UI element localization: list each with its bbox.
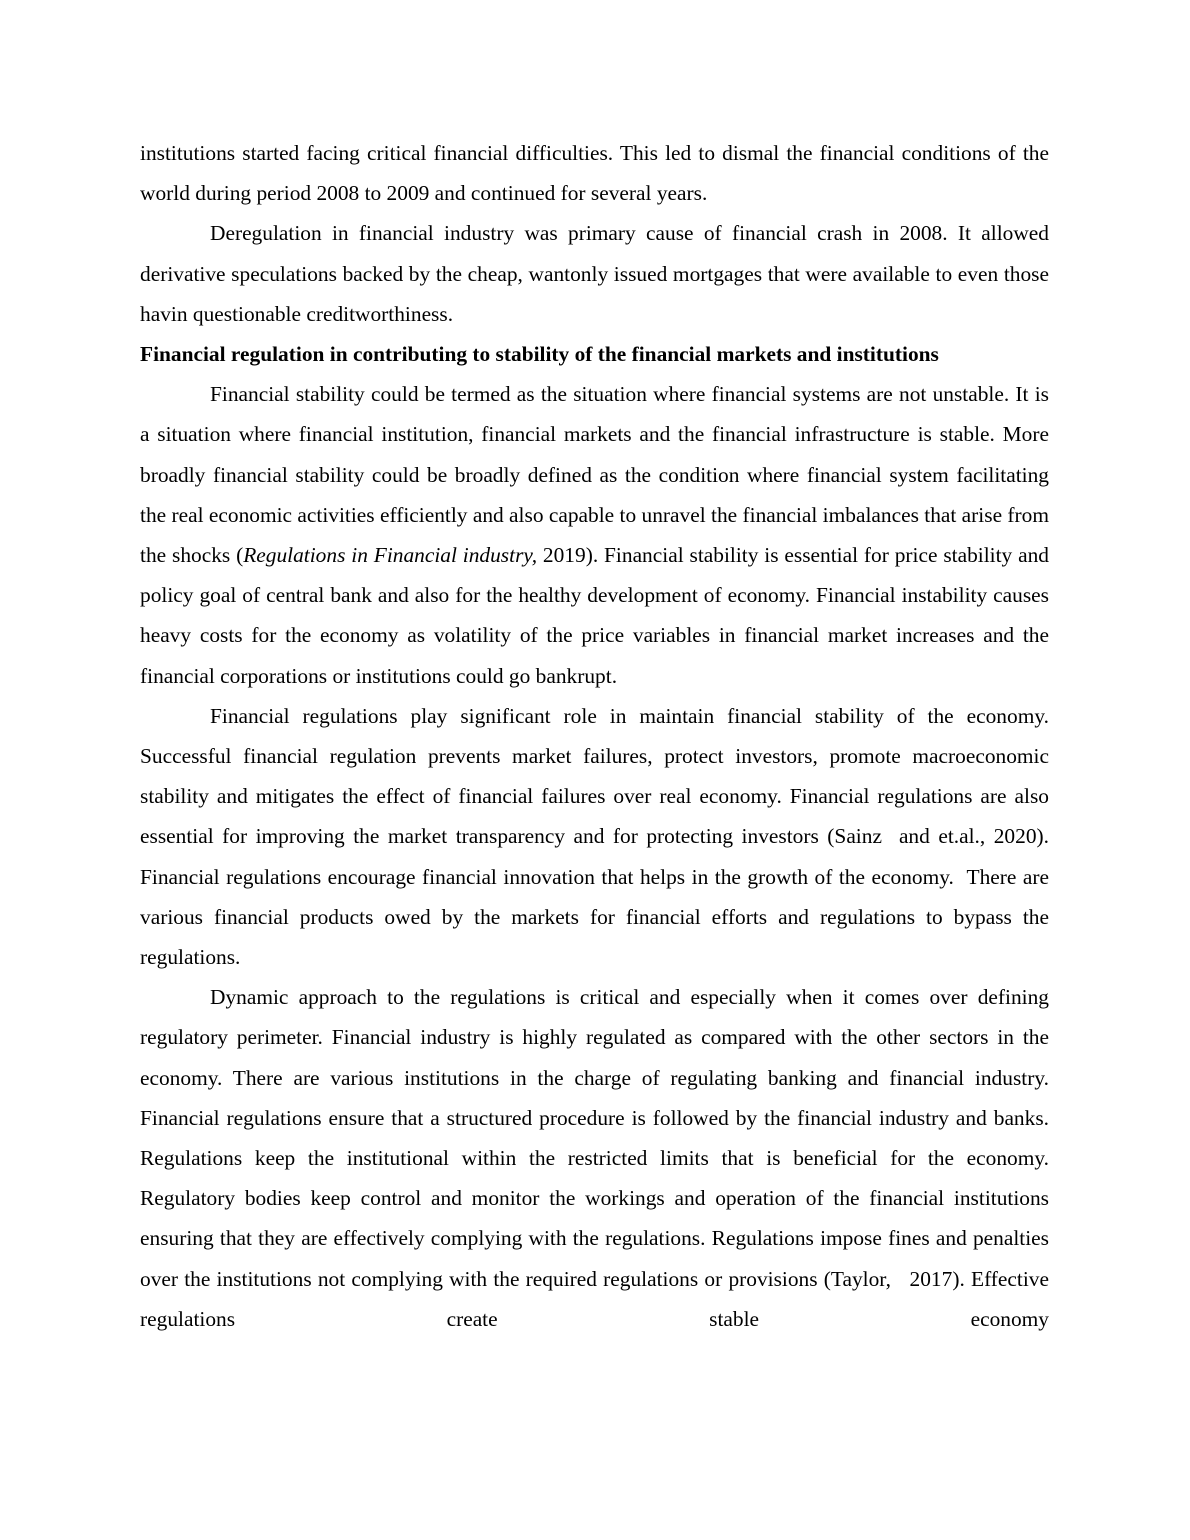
paragraph-continuation: institutions started facing critical financial difficulties. This led to dismal the financial conditions of the world during period 2008 to 2009 and continued for several years. [140,141,1049,206]
paragraph-text: Financial stability could be termed as the situation where financial systems are not unstable. It is a situation where financial institution, financial markets and the financial infrastructure is stable. More broadly financial stability could be broadly defined as the condition where financial system facilitating the real economic activities efficiently and also capable to unravel the financial imbalances that arise from the shocks ( [140,382,1049,568]
citation-title: Regulations in Financial industry, [243,543,538,568]
paragraph-dynamic-approach: Dynamic approach to the regulations is critical and especially when it comes over defining regulatory perimeter. Financial industry is highly regulated as compared with the other sectors in the economy. There are various institutions in the charge of regulating banking and financial industry. Financial regulations ensure that a structured procedure is followed by the financial industry and banks. Regulations keep the institutional within the restricted limits that is beneficial for the economy. Regulatory bodies keep control and monitor the workings and operation of the financial institutions ensuring that they are effectively complying with the regulations. Regulations impose fines and penalties over the institutions not complying with the required regulations or provisions (Taylor, 2017). Effective regulations create stable economy [140,985,1055,1331]
paragraph-deregulation: Deregulation in financial industry was primary cause of financial crash in 2008. It allowed derivative speculations backed by the cheap, wantonly issued mortgages that were available to even those havin questionable creditworthiness. [140,221,1049,326]
paragraph-regulation-role: Financial regulations play significant role in maintain financial stability of the economy. Successful financial regulation prevents market failures, protect investors, promote macroeconomic stability and mitigates the effect of financial failures over real economy. Financial regulations are also essential for improving the market transparency and for protecting investors (Sainz and et.al., 2020). Financial regulations encourage financial innovation that helps in the growth of the economy. There are various financial products owed by the markets for financial efforts and regulations to bypass the regulations. [140,703,1055,970]
document-page [140,133,1055,1339]
paragraph-financial-stability [140,374,1049,696]
section-heading: Financial regulation in contributing to stability of the financial markets and institutions [140,342,939,367]
paragraph-text: 2019). Financial stability is essential for price stability and policy goal of central bank and also for the healthy development of economy. Financial instability causes heavy costs for the economy as volatility of the price variables in financial market increases and the financial corporations or institutions could go bankrupt. [140,543,1049,688]
